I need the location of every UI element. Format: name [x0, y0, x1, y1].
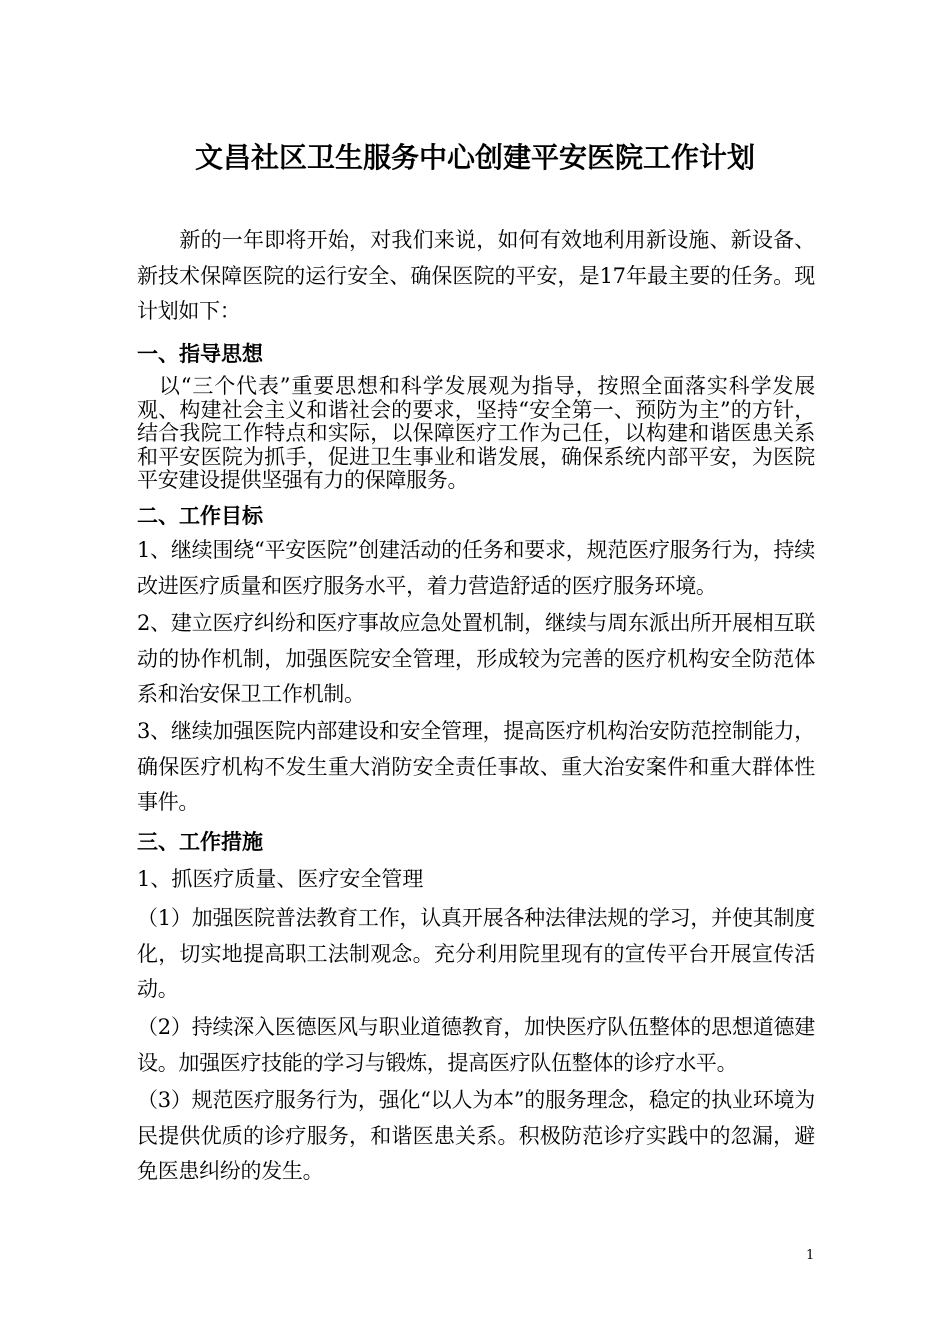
work-goal-item-2: 2、建立医疗纠纷和医疗事故应急处置机制，继续与周东派出所开展相互联动的协作机制，加强医院安全管理，形成较为完善的医疗机构安全防范体系和治安保卫工作机制。: [137, 611, 815, 706]
measure-item-2: （2）持续深入医德医风与职业道德教育，加快医疗队伍整体的思想道德建设。加强医疗技能的学习与锻炼，提高医疗队伍整体的诊疗水平。: [137, 1015, 815, 1075]
intro-paragraph: 新的一年即将开始，对我们来说，如何有效地利用新设施、新设备、新技术保障医院的运行安全、确保医院的平安，是17年最主要的任务。现计划如下：: [137, 228, 815, 323]
work-goal-item-3: 3、继续加强医院内部建设和安全管理，提高医疗机构治安防范控制能力，确保医疗机构不发生重大消防安全责任事故、重大治安案件和重大群体性事件。: [137, 719, 815, 814]
work-goal-item-1: 1、继续围绕“平安医院”创建活动的任务和要求，规范医疗服务行为，持续改进医疗质量和医疗服务水平，着力营造舒适的医疗服务环境。: [137, 538, 815, 598]
measure-subheading-1: 1、抓医疗质量、医疗安全管理: [137, 867, 424, 891]
section-heading-work-goals: 二、工作目标: [137, 503, 263, 528]
measure-item-3: （3）规范医疗服务行为，强化“以人为本”的服务理念，稳定的执业环境为民提供优质的诊疗服务，和谐医患关系。积极防范诊疗实践中的忽漏，避免医患纠纷的发生。: [137, 1088, 815, 1183]
guiding-ideology-paragraph: 以“三个代表”重要思想和科学发展观为指导，按照全面落实科学发展观、构建社会主义和谐社会的要求，坚持“安全第一、预防为主”的方针，结合我院工作特点和实际，以保障医疗工作为己任，以构建和谐医患关系和平安医院为抓手，促进卫生事业和谐发展，确保系统内部平安，为医院平安建设提供坚强有力的保障服务。: [137, 374, 815, 492]
section-heading-guiding-ideology: 一、指导思想: [137, 341, 263, 366]
section-heading-work-measures: 三、工作措施: [137, 829, 263, 854]
page-number: 1: [806, 1248, 815, 1263]
document-title: 文昌社区卫生服务中心创建平安医院工作计划: [194, 141, 755, 174]
measure-item-1: （1）加强医院普法教育工作，认真开展各种法律法规的学习，并使其制度化，切实地提高职工法制观念。充分利用院里现有的宣传平台开展宣传活动。: [137, 906, 815, 1001]
